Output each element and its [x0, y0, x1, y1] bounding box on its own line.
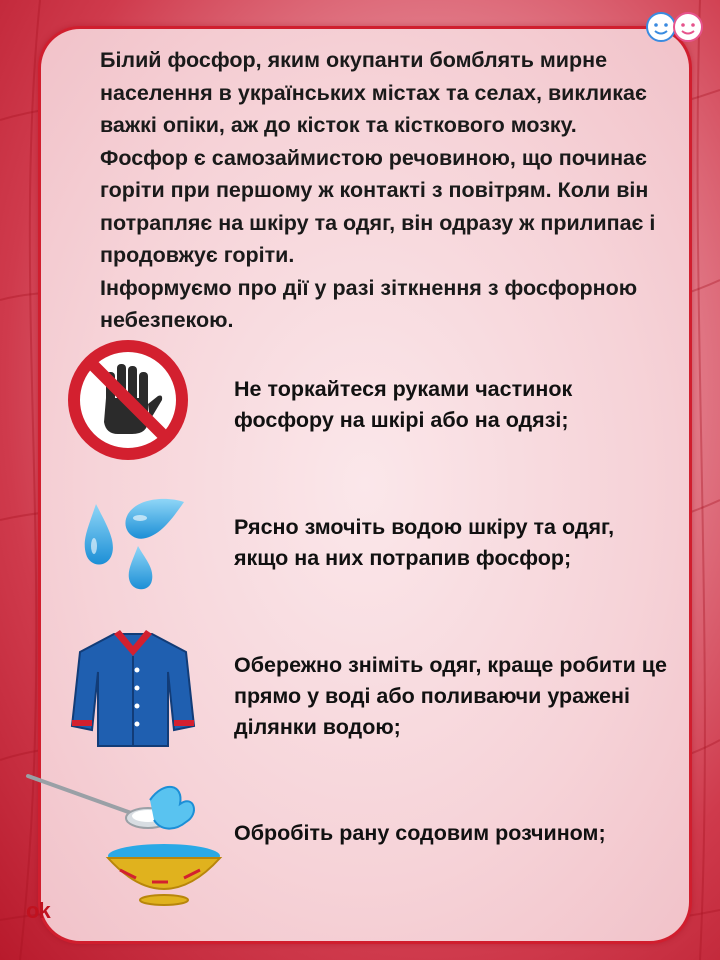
intro-text	[52, 44, 682, 337]
shirt-icon	[68, 626, 198, 750]
step-4-text: Обробіть рану содовим розчином;	[234, 821, 606, 845]
water-drops-icon	[78, 488, 190, 594]
no-touch-hand-icon	[66, 338, 190, 462]
intro-paragraph-1: Білий фосфор, яким окупанти бомблять мирне населення в українських містах та селах, викликає важкі опіки, аж до кісток та кісткового мозку.	[100, 48, 647, 137]
step-1-text: Не торкайтеся руками частинок фосфору на шкірі або на одязі;	[234, 377, 573, 432]
step-3-text: Обережно зніміть одяг, краще робити це прямо у воді або поливаючи уражені ділянки водою;	[234, 653, 667, 739]
ok-logo: ok	[26, 898, 50, 923]
intro-paragraph-2: Фосфор є самозаймистою речовиною, що починає горіти при першому ж контакті з повітрям. Коли він потрапляє на шкіру та одяг, він одразу ж прилипає і продовжує горіти.	[100, 145, 656, 267]
step-2-text: Рясно змочіть водою шкіру та одяг, якщо на них потрапив фосфор;	[234, 515, 615, 570]
baby-faces-icon	[644, 10, 706, 44]
soda-bowl-icon	[24, 770, 228, 910]
intro-paragraph-3: Інформуємо про дії у разі зіткнення з фосфорною небезпекою.	[100, 275, 638, 332]
